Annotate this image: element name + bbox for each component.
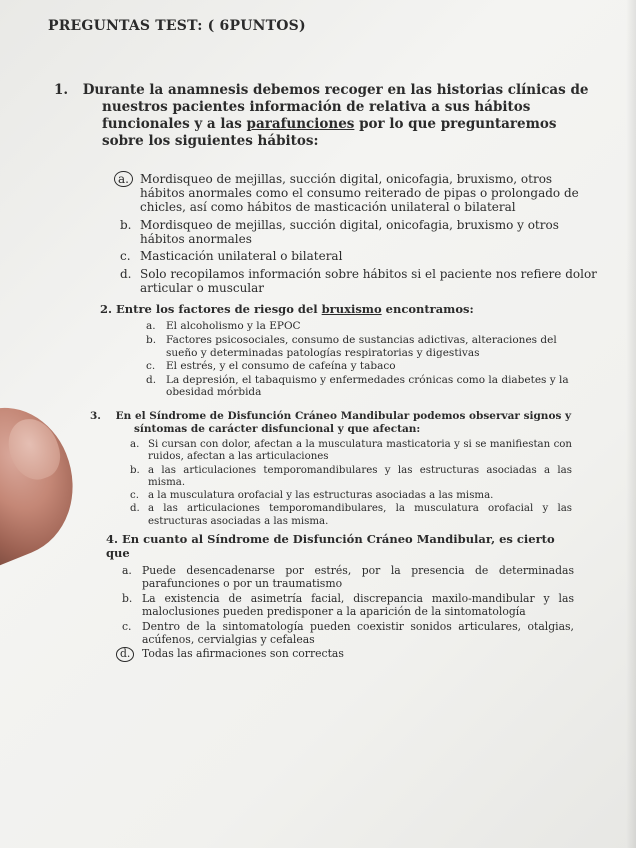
underlined-word: parafunciones: [246, 115, 355, 132]
option-letter: b.: [122, 591, 133, 605]
question-3-text: 3. En el Síndrome de Disfunción Cráneo Mandibular podemos observar signos y síntomas de carácter disfuncional y que afectan:: [90, 410, 572, 436]
option-letter: d.: [146, 373, 157, 386]
answer-option-d[interactable]: [120, 267, 598, 296]
option-letter: a.: [122, 563, 132, 577]
answer-text: a las articulaciones temporomandibulares y las estructuras asociadas a las misma.: [148, 464, 572, 488]
circled-letter: a.: [114, 171, 133, 187]
question-number: 2.: [100, 302, 113, 316]
question-text-part: encontramos:: [381, 302, 474, 316]
answer-option-a[interactable]: [146, 320, 580, 333]
answer-option-d[interactable]: [130, 503, 572, 527]
answer-text: La depresión, el tabaquismo y enfermedades crónicas como la diabetes y la obesidad mórbida: [166, 373, 569, 399]
circled-letter: d.: [116, 647, 134, 662]
question-number: 4.: [106, 532, 119, 546]
answer-option-d[interactable]: [122, 648, 574, 661]
underlined-word: bruxismo: [321, 302, 382, 316]
thumb-photo-artifact: [0, 389, 96, 568]
question-1-text: 1. Durante la anamnesis debemos recoger en las historias clínicas de nuestros pacientes información de relativa a sus hábitos funcionales y a las parafunciones por lo que preguntaremos sobre los siguientes hábitos:: [54, 82, 589, 149]
question-2-text: [100, 302, 580, 316]
answer-text: a la musculatura orofacial y las estructuras asociadas a las misma.: [148, 490, 494, 502]
answer-option-c[interactable]: [146, 360, 580, 373]
answer-options: [130, 439, 572, 528]
option-letter: d.: [120, 266, 132, 281]
option-letter: d.: [130, 503, 140, 515]
answer-option-c[interactable]: [120, 249, 598, 263]
answer-text: El alcoholismo y la EPOC: [166, 320, 301, 333]
question-text-part: En cuanto al Síndrome de Disfunción Cráneo Mandibular, es cierto que: [106, 532, 555, 561]
option-letter: c.: [122, 619, 132, 633]
answer-option-b[interactable]: [122, 593, 574, 619]
answer-text: Todas las afirmaciones son correctas: [142, 647, 344, 661]
answer-text: Masticación unilateral o bilateral: [140, 249, 343, 264]
answer-option-b[interactable]: [146, 334, 580, 359]
answer-option-d[interactable]: [146, 374, 580, 399]
option-letter: b.: [146, 333, 157, 346]
answer-option-c[interactable]: [130, 490, 572, 502]
option-letter: c.: [146, 360, 156, 373]
question-text-part: En el Síndrome de Disfunción Cráneo Mandibular podemos observar signos y síntomas de carácter disfuncional y que afectan:: [115, 410, 572, 436]
question-text-part: Durante la anamnesis debemos recoger en las historias clínicas de nuestros pacientes información de relativa a sus hábitos funcionales y a las: [82, 82, 589, 132]
question-4-text: [106, 532, 574, 561]
option-letter: c.: [120, 249, 131, 264]
answer-text: Dentro de la sintomatología pueden coexistir sonidos articulares, otalgias, acúfenos, cervialgias y cefaleas: [142, 619, 574, 646]
option-letter: b.: [130, 464, 140, 476]
answer-option-a[interactable]: [122, 565, 574, 591]
option-letter: b.: [120, 217, 132, 232]
page-title: PREGUNTAS TEST: ( 6PUNTOS): [48, 18, 306, 34]
question-1: [54, 82, 598, 299]
answer-text: Si cursan con dolor, afectan a la musculatura masticatoria y si se manifiestan con ruidos, afectan a las articulaciones: [148, 439, 572, 463]
answer-text: Solo recopilamos información sobre hábitos si el paciente nos refiere dolor articular o muscular: [140, 266, 597, 296]
answer-option-b[interactable]: [130, 465, 572, 489]
answer-options: [120, 172, 598, 296]
answer-option-a[interactable]: [120, 172, 598, 215]
question-text-part: Entre los factores de riesgo del: [116, 302, 322, 316]
answer-text: El estrés, y el consumo de cafeína y tabaco: [166, 360, 396, 373]
question-2: [100, 302, 580, 400]
answer-text: La existencia de asimetría facial, discrepancia maxilo-mandibular y las maloclusiones pueden predisponer a la aparición de la sintomatología: [142, 591, 574, 618]
answer-options: [122, 565, 574, 662]
answer-text: Mordisqueo de mejillas, succión digital, onicofagia, bruxismo, otros hábitos anormales como el consumo reiterado de pipas o prolongado de chicles, así como hábitos de masticación unilateral o bilateral: [140, 171, 579, 215]
answer-option-c[interactable]: [122, 621, 574, 647]
question-text-part: por lo que preguntaremos sobre los siguientes hábitos:: [102, 115, 557, 149]
option-letter: a.: [146, 320, 156, 333]
option-letter: c.: [130, 490, 139, 502]
question-3: [90, 410, 572, 529]
option-letter: a.: [130, 439, 140, 451]
answer-text: Puede desencadenarse por estrés, por la presencia de determinadas parafunciones o por un traumatismo: [142, 563, 574, 590]
answer-text: Mordisqueo de mejillas, succión digital, onicofagia, bruxismo y otros hábitos anormales: [140, 217, 559, 247]
answer-text: a las articulaciones temporomandibulares, la musculatura orofacial y las estructuras asociadas a las misma.: [148, 503, 572, 527]
answer-text: Factores psicosociales, consumo de sustancias adictivas, alteraciones del sueño y determinadas patologías respiratorias y digestivas: [166, 333, 557, 359]
answer-option-b[interactable]: [120, 218, 598, 247]
answer-options: [146, 320, 580, 399]
page-edge-shadow: [626, 0, 636, 848]
answer-option-a[interactable]: [130, 439, 572, 463]
question-4: [106, 532, 574, 663]
